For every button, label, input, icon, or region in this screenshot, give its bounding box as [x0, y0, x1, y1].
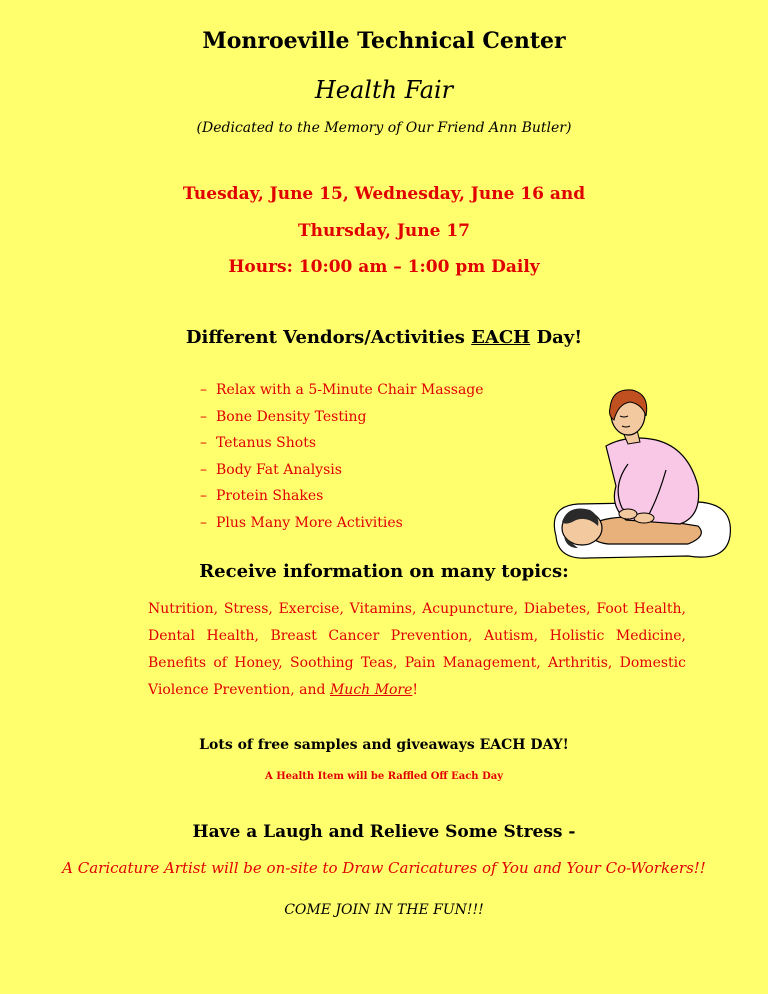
- dedication: (Dedicated to the Memory of Our Friend Ann Butler): [196, 120, 572, 136]
- bullet-dash: –: [200, 488, 207, 504]
- bullet-dash: –: [200, 461, 207, 478]
- list-item: [200, 513, 484, 540]
- bullet-dash: –: [200, 435, 207, 451]
- activity-label: Plus Many More Activities: [216, 514, 403, 531]
- call-to-action: COME JOIN IN THE FUN!!!: [284, 902, 484, 918]
- list-item: [200, 407, 484, 434]
- vendors-heading-pre: Different Vendors/Activities: [185, 327, 472, 348]
- list-item: [200, 460, 484, 487]
- list-item: [200, 380, 484, 407]
- activity-label: Tetanus Shots: [216, 435, 317, 451]
- list-item: [200, 433, 484, 460]
- dates-line-1: Tuesday, June 15, Wednesday, June 16 and: [182, 184, 586, 204]
- activity-list: [200, 380, 484, 539]
- page-title: Monroeville Technical Center: [202, 28, 566, 54]
- much-more-link: Much More: [329, 682, 413, 698]
- activity-label: Bone Density Testing: [216, 408, 367, 425]
- topics-end: !: [412, 682, 419, 698]
- list-item: [200, 486, 484, 513]
- vendors-heading: [0, 327, 768, 348]
- bullet-dash: –: [200, 408, 207, 425]
- vendors-heading-emphasis: EACH: [471, 327, 531, 348]
- giveaways-text: Lots of free samples and giveaways EACH DAY!: [199, 737, 569, 753]
- hours: Hours: 10:00 am – 1:00 pm Daily: [228, 257, 540, 277]
- dates-line-2: Thursday, June 17: [297, 221, 471, 241]
- topics-text: Nutrition, Stress, Exercise, Vitamins, Acupuncture, Diabetes, Foot Health, Dental Health, Breast Cancer Prevention, Autism, Holistic Medicine, Benefits of Honey, Soothing Teas, Pain Management, Arthritis, Domestic Violence Prevention, and: [148, 601, 686, 698]
- caricature-text: A Caricature Artist will be on-site to Draw Caricatures of You and Your Co-Workers!!: [62, 859, 706, 877]
- activity-label: Protein Shakes: [216, 488, 324, 504]
- bullet-dash: –: [200, 382, 207, 398]
- bullet-dash: –: [200, 514, 207, 531]
- massage-illustration-icon: [548, 386, 734, 562]
- raffle-text: A Health Item will be Raffled Off Each Day: [264, 771, 504, 782]
- topics-heading: Receive information on many topics:: [199, 561, 569, 582]
- page-subtitle: Health Fair: [314, 76, 454, 104]
- activity-label: Body Fat Analysis: [216, 461, 342, 478]
- caricature-heading: Have a Laugh and Relieve Some Stress -: [192, 822, 576, 842]
- topics-paragraph: [148, 596, 686, 704]
- vendors-heading-post: Day!: [530, 327, 583, 348]
- activity-label: Relax with a 5-Minute Chair Massage: [216, 382, 484, 398]
